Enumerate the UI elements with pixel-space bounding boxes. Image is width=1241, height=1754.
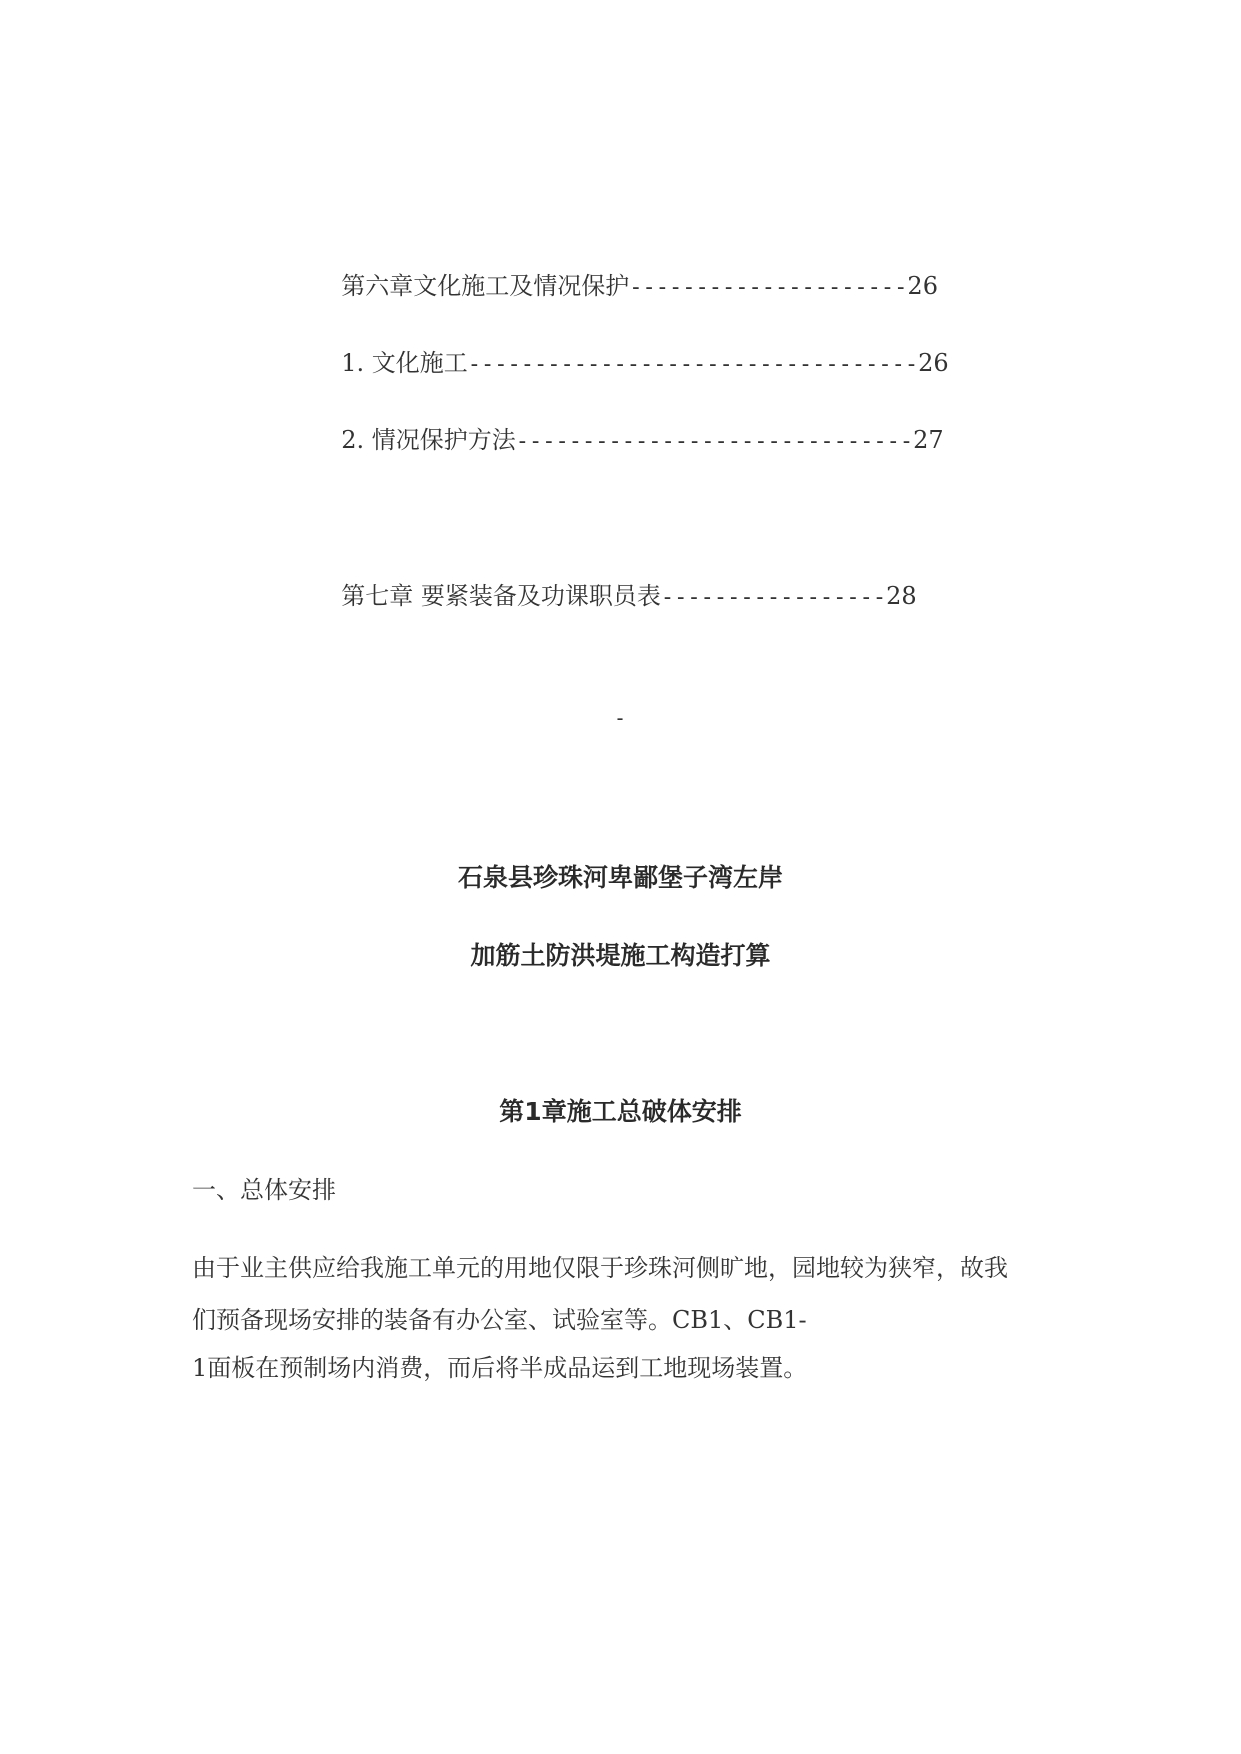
toc-entry-page: 27 (913, 426, 944, 454)
section-heading: 一、总体安排 (192, 1176, 336, 1204)
toc-entry-title: 2. 情况保护方法 (341, 426, 516, 454)
toc-entry-page: 26 (907, 272, 938, 300)
body-text-line: 们预备现场安排的装备有办公室、试验室等。CB1、CB1- (192, 1306, 807, 1334)
toc-entry-page: 26 (918, 349, 949, 377)
toc-entry-title: 第六章文化施工及情况保护 (341, 272, 630, 300)
toc-entry-ch6 (326, 238, 938, 304)
toc-entry-6-1 (326, 315, 949, 381)
body-text-line: 1面板在预制场内消费，而后将半成品运到工地现场装置。 (192, 1354, 808, 1382)
toc-entry-title: 1. 文化施工 (341, 349, 468, 377)
toc-entry-title: 第七章 要紧装备及功课职员表 (341, 582, 661, 610)
chapter-heading: 第1章施工总破体安排 (499, 1097, 742, 1126)
toc-entry-leader: ----------------- (660, 585, 887, 610)
toc-entry-leader: ------------------------------ (515, 429, 914, 454)
toc-entry-leader: --------------------- (629, 275, 908, 300)
toc-entry-6-2 (326, 392, 944, 458)
toc-entry-ch7 (326, 548, 917, 614)
document-title-line-2: 加筋土防洪堤施工构造打算 (470, 941, 771, 970)
toc-entry-leader: ---------------------------------- (467, 352, 919, 377)
body-text-line: 由于业主供应给我施工单元的用地仅限于珍珠河侧旷地，园地较为狭窄，故我 (192, 1254, 1008, 1282)
document-title-line-1: 石泉县珍珠河卑鄙堡子湾左岸 (457, 863, 783, 892)
page-separator-mark: - (614, 706, 627, 730)
toc-entry-page: 28 (886, 582, 917, 610)
